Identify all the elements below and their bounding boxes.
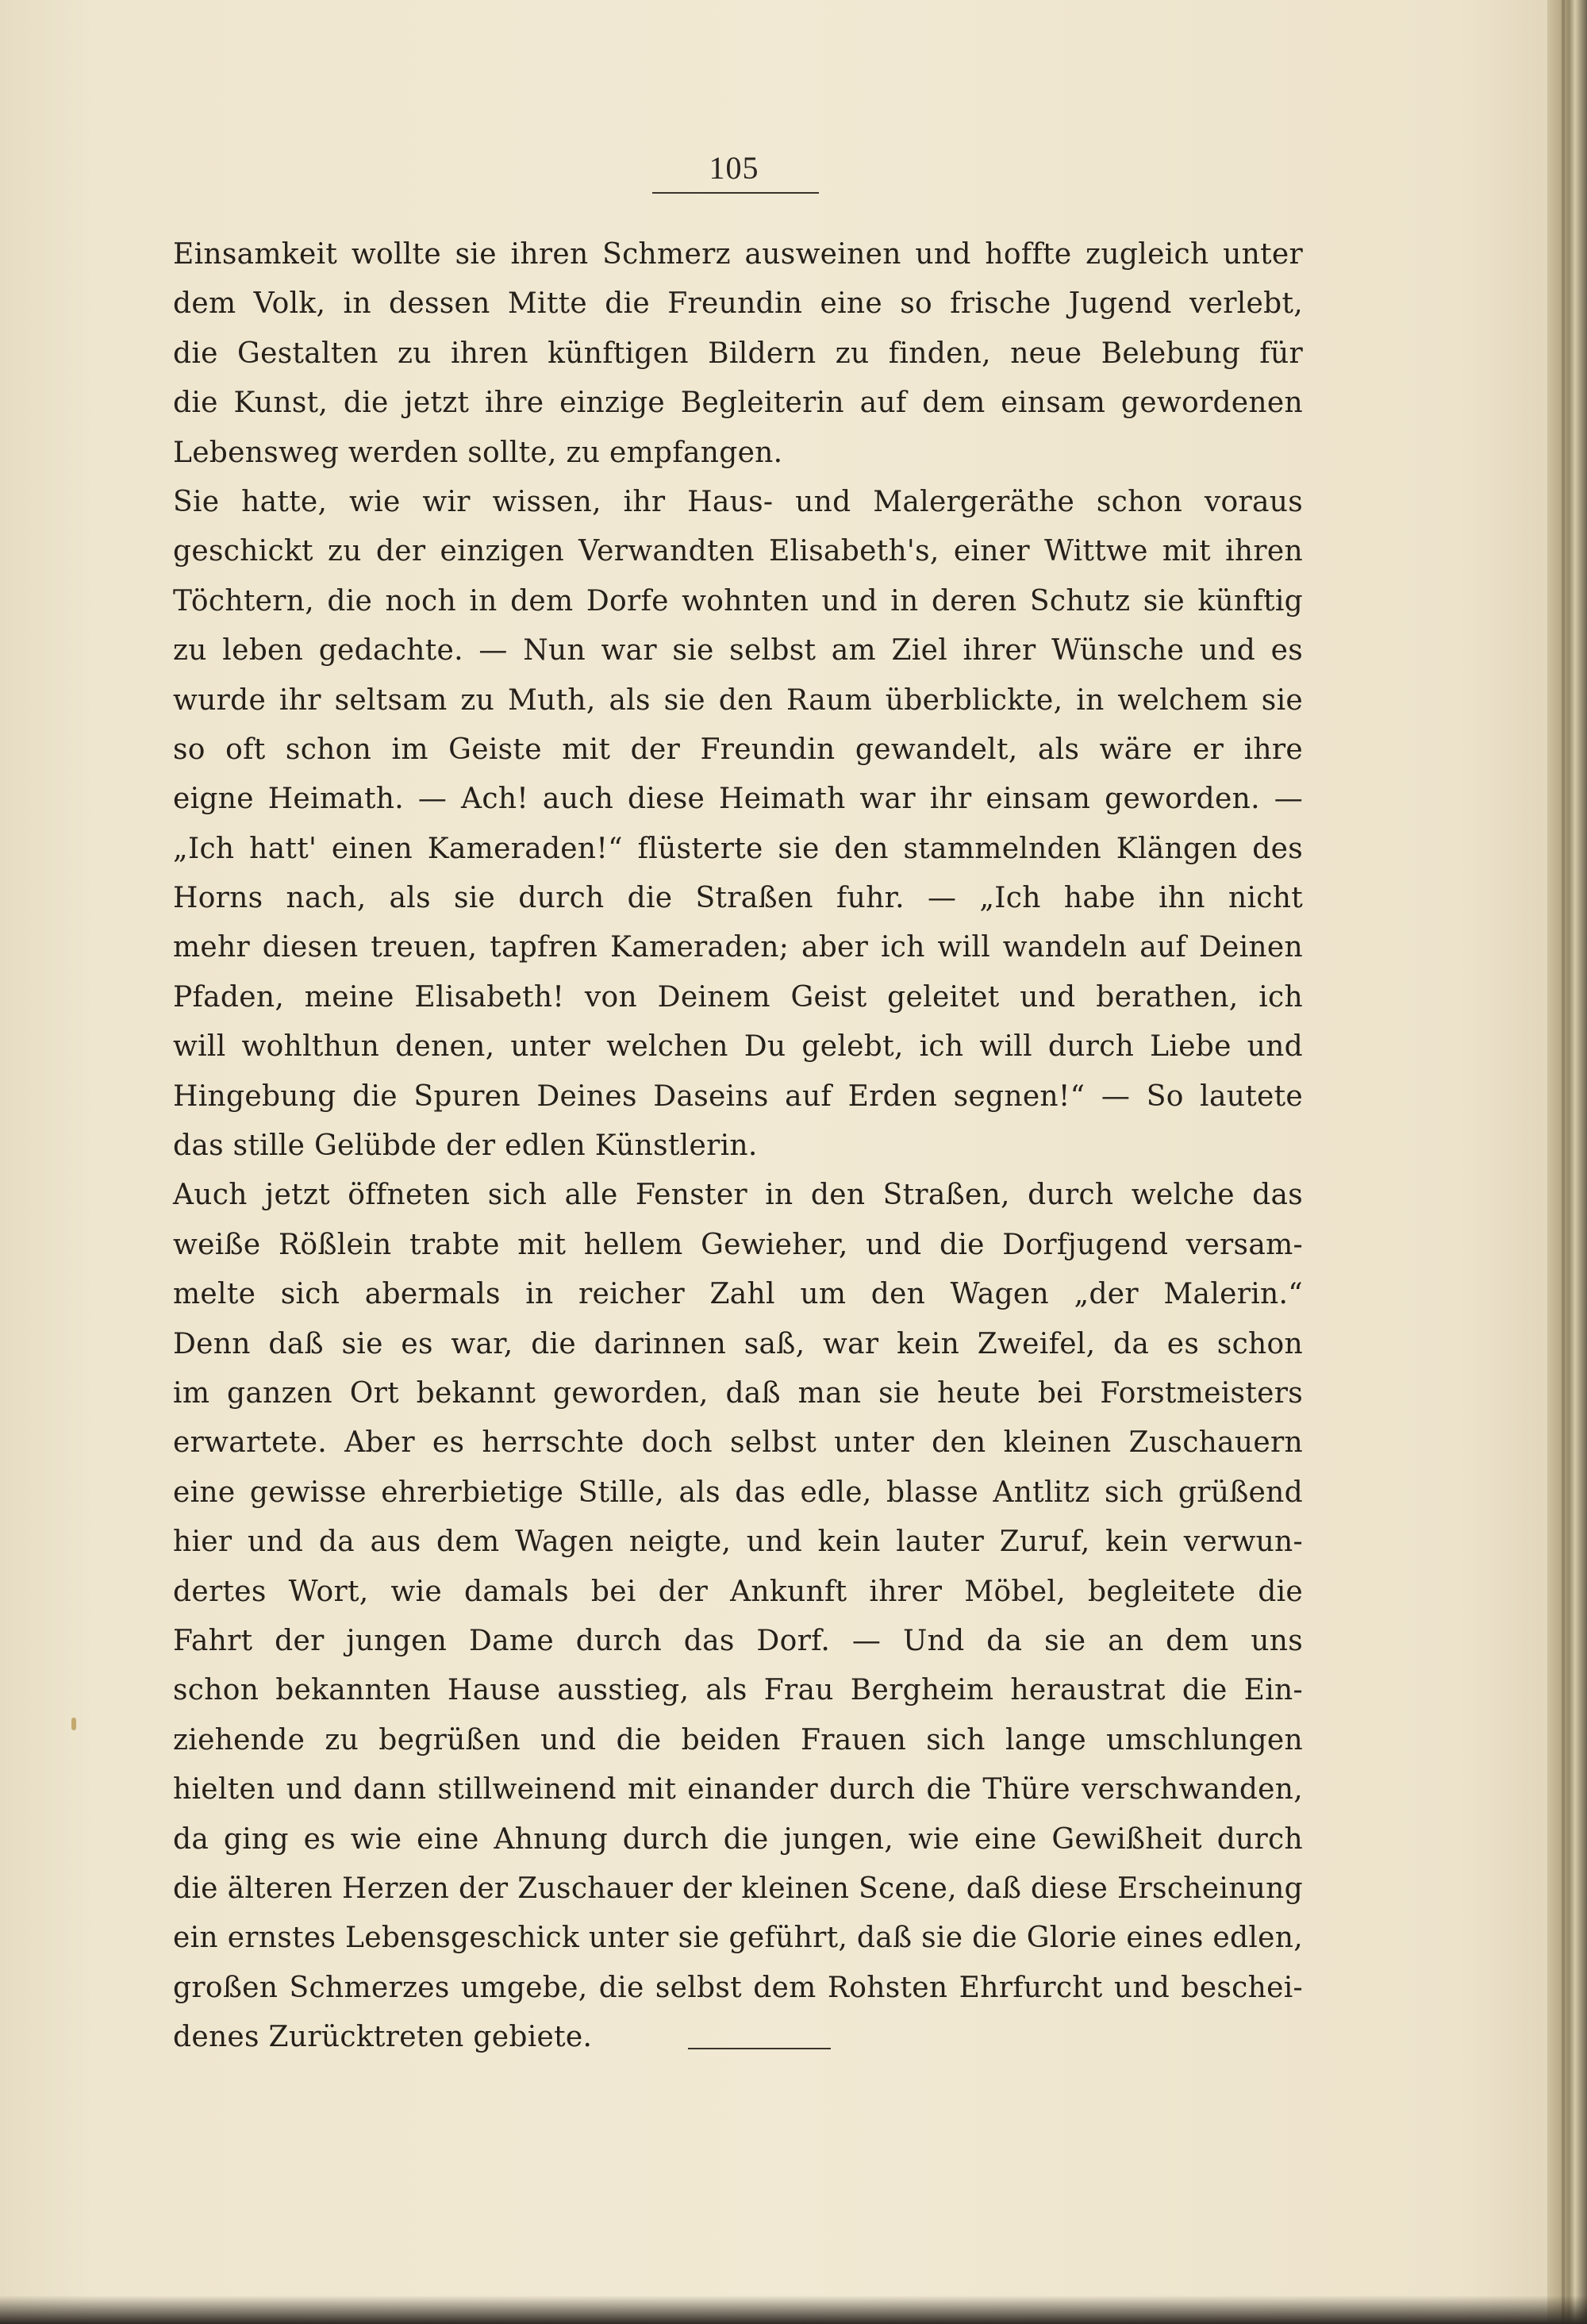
text-line: denes Zurücktreten gebiete. — [173, 2021, 593, 2054]
text-line: ein ernstes Lebensgeschick unter sie geführt, daß sie die Glorie eines edlen, — [173, 1922, 1303, 1955]
text-line: die Gestalten zu ihren künftigen Bildern zu finden, neue Belebung für — [173, 337, 1303, 370]
text-line: ziehende zu begrüßen und die beiden Frauen sich lange umschlungen — [173, 1723, 1303, 1756]
text-line: will wohlthun denen, unter welchen Du gelebt, ich will durch Liebe und — [173, 1030, 1303, 1064]
margin-mark — [71, 1718, 76, 1730]
text-line: mehr diesen treuen, tapfren Kameraden; aber ich will wandeln auf Deinen — [173, 931, 1303, 964]
text-line: großen Schmerzes umgebe, die selbst dem Rohsten Ehrfurcht und beschei- — [173, 1971, 1303, 2004]
text-line: die älteren Herzen der Zuschauer der kleinen Scene, daß diese Erscheinung — [173, 1872, 1303, 1905]
text-line: schon bekannten Hause ausstieg, als Frau Bergheim heraustrat die Ein- — [173, 1674, 1303, 1707]
text-line: die Kunst, die jetzt ihre einzige Begleiterin auf dem einsam gewordenen — [173, 387, 1303, 420]
book-page-edge — [1547, 0, 1587, 2324]
text-line: Horns nach, als sie durch die Straßen fuhr. — „Ich habe ihn nicht — [173, 882, 1303, 915]
footer-rule — [688, 2048, 831, 2049]
text-line: da ging es wie eine Ahnung durch die jungen, wie eine Gewißheit durch — [173, 1822, 1303, 1856]
text-line: Pfaden, meine Elisabeth! von Deinem Geist geleitet und berathen, ich — [173, 980, 1303, 1014]
text-line: dertes Wort, wie damals bei der Ankunft ihrer Möbel, begleitete die — [173, 1575, 1303, 1608]
body-text — [173, 230, 1303, 2062]
text-line: so oft schon im Geiste mit der Freundin gewandelt, als wäre er ihre — [173, 733, 1303, 766]
text-line: weiße Rößlein trabte mit hellem Gewieher, und die Dorfjugend versam- — [173, 1228, 1303, 1261]
text-line: Hingebung die Spuren Deines Daseins auf Erden segnen!“ — So lautete — [173, 1079, 1303, 1113]
text-line: zu leben gedachte. — Nun war sie selbst am Ziel ihrer Wünsche und es — [173, 634, 1303, 668]
text-line: hielten und dann stillweinend mit einander durch die Thüre verschwanden, — [173, 1773, 1303, 1806]
page-number: 105 — [709, 150, 759, 186]
text-line: wurde ihr seltsam zu Muth, als sie den Raum überblickte, in welchem sie — [173, 683, 1303, 717]
text-line: Denn daß sie es war, die darinnen saß, war kein Zweifel, da es schon — [173, 1327, 1303, 1360]
text-line: im ganzen Ort bekannt geworden, daß man sie heute bei Forstmeisters — [173, 1376, 1303, 1410]
text-line: „Ich hatt' einen Kameraden!“ flüsterte sie den stammelnden Klängen des — [173, 832, 1303, 865]
text-line: Lebensweg werden sollte, zu empfangen. — [173, 436, 783, 469]
text-line: Sie hatte, wie wir wissen, ihr Haus- und Malergeräthe schon voraus — [173, 485, 1303, 518]
text-line: eigne Heimath. — Ach! auch diese Heimath war ihr einsam geworden. — — [173, 783, 1303, 816]
text-line: erwartete. Aber es herrschte doch selbst unter den kleinen Zuschauern — [173, 1426, 1303, 1460]
text-line: hier und da aus dem Wagen neigte, und kein lauter Zuruf, kein verwun- — [173, 1526, 1303, 1559]
text-line: das stille Gelübde der edlen Künstlerin. — [173, 1129, 758, 1163]
text-line: dem Volk, in dessen Mitte die Freundin eine so frische Jugend verlebt, — [173, 287, 1303, 321]
text-line: Töchtern, die noch in dem Dorfe wohnten und in deren Schutz sie künftig — [173, 584, 1303, 618]
text-line: melte sich abermals in reicher Zahl um den Wagen „der Malerin.“ — [173, 1278, 1303, 1311]
scan-bottom-edge — [0, 2295, 1587, 2324]
text-line: eine gewisse ehrerbietige Stille, als das edle, blasse Antlitz sich grüßend — [173, 1476, 1303, 1509]
text-line: Auch jetzt öffneten sich alle Fenster in den Straßen, durch welche das — [173, 1179, 1303, 1212]
text-line: Fahrt der jungen Dame durch das Dorf. — Und da sie an dem uns — [173, 1624, 1303, 1657]
header-rule — [652, 192, 819, 194]
text-line: geschickt zu der einzigen Verwandten Elisabeth's, einer Wittwe mit ihren — [173, 535, 1303, 568]
text-line: Einsamkeit wollte sie ihren Schmerz ausweinen und hoffte zugleich unter — [173, 238, 1303, 271]
